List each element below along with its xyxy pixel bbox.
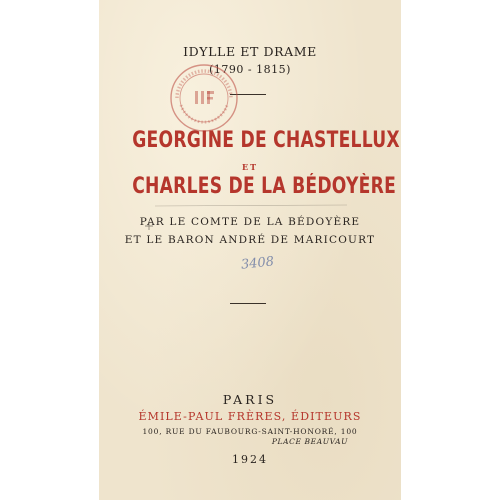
imprint-city: PARIS xyxy=(222,392,278,407)
imprint-year: 1924 xyxy=(232,453,268,466)
bottom-divider xyxy=(230,303,266,304)
imprint-publisher: ÉMILE-PAUL FRÈRES, ÉDITEURS xyxy=(138,410,362,423)
title-line-1: GEORGINE DE CHASTELLUX xyxy=(132,128,400,153)
title-conjunction: ET xyxy=(241,162,259,172)
handwritten-catalog-number: 3408 xyxy=(240,254,275,273)
imprint-address: 100, RUE DU FAUBOURG-SAINT-HONORÉ, 100 xyxy=(142,427,358,436)
pencil-underline-mark xyxy=(151,203,351,209)
authors-line-2: ET LE BARON ANDRÉ DE MARICOURT xyxy=(124,234,376,246)
title-line-2: CHARLES DE LA BÉDOYÈRE xyxy=(132,174,397,199)
date-range: (1790 - 1815) xyxy=(209,63,291,76)
series-title: IDYLLE ET DRAME xyxy=(183,44,317,59)
authors-line-1: PAR LE COMTE DE LA BÉDOYÈRE xyxy=(139,216,361,228)
imprint-place: PLACE BEAUVAU xyxy=(271,437,349,446)
title-page xyxy=(99,0,401,500)
library-stamp-icon xyxy=(167,61,241,135)
